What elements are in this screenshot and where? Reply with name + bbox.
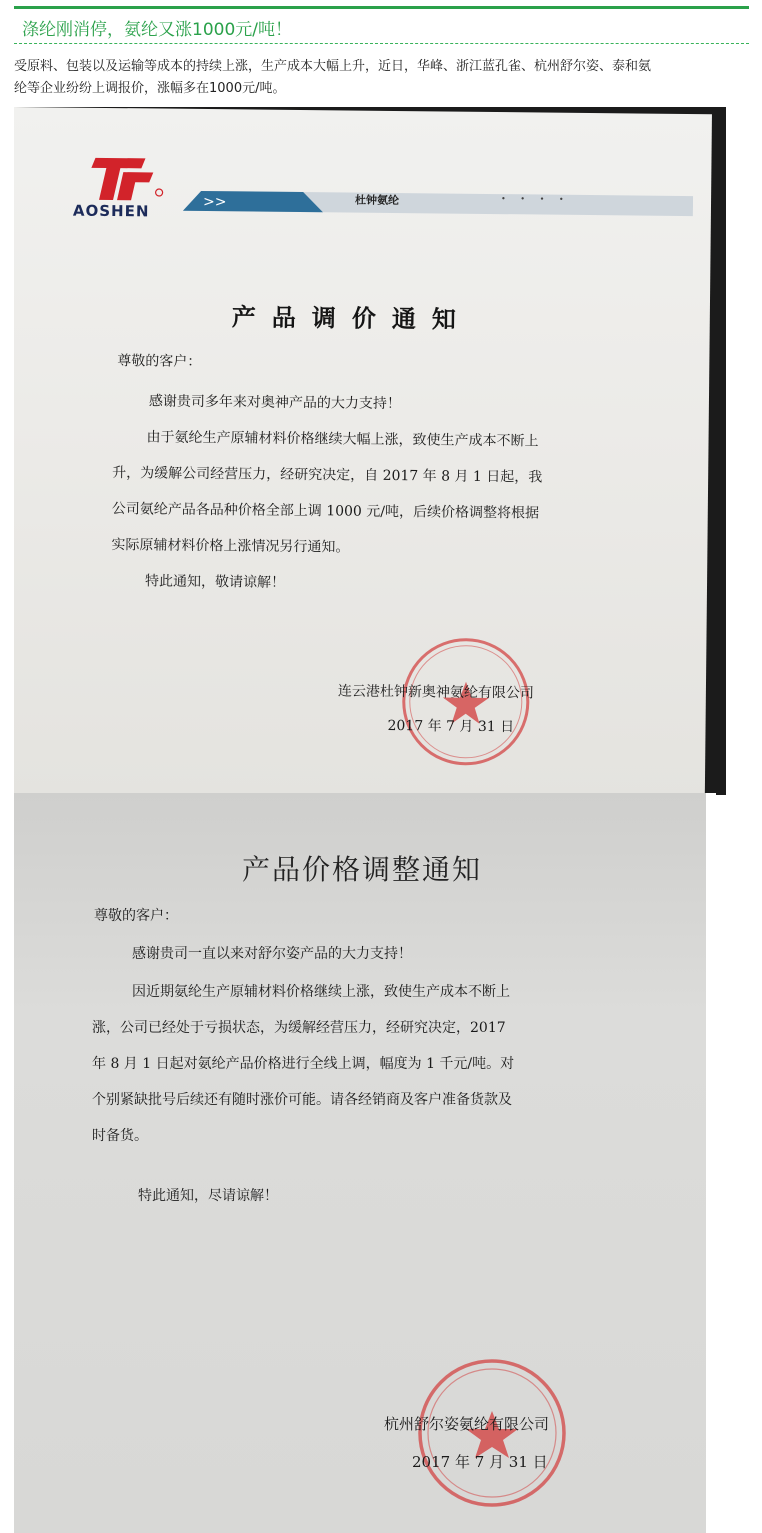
letterhead-bar: [183, 189, 693, 218]
notice-photo-shuerzi: [14, 793, 716, 1533]
logo-text: AOSHEN: [72, 201, 150, 221]
closing-line: 特此通知，敬请谅解！: [144, 573, 286, 591]
body-line-1: 由于氨纶生产原辅材料价格继续大幅上涨，致使生产成本不断上: [146, 429, 539, 450]
article-headline: 涤纶刚消停，氨纶又涨1000元/吨！: [22, 20, 292, 40]
svg-text:>>: >>: [202, 193, 227, 211]
intro-line-2: 纶等企业纷纷上调报价，涨幅多在1000元/吨。: [14, 81, 286, 96]
thanks-line: 感谢贵司一直以来对舒尔姿产品的大力支持！: [132, 946, 412, 962]
notice-title: 产品价格调整通知: [242, 853, 483, 886]
signature-company: 杭州舒尔姿氨纶有限公司: [384, 1415, 550, 1433]
notice-photo-aoshen: [14, 107, 726, 795]
body-line-3: 公司氨纶产品各品种价格全部上调 1000 元/吨，后续价格调整将根据: [111, 501, 540, 522]
salutation: 尊敬的客户：: [94, 908, 178, 924]
signature-company: 连云港杜钟新奥神氨纶有限公司: [337, 683, 534, 702]
brand-label: 杜钟氨纶: [354, 193, 400, 208]
salutation: 尊敬的客户：: [117, 353, 202, 370]
signature-date: 2017 年 7 月 31 日: [387, 717, 515, 736]
headline-box: [14, 6, 749, 44]
body-line-4: 个别紧缺批号后续还有随时涨价可能。请各经销商及客户准备货款及: [92, 1092, 512, 1108]
aoshen-logo-icon: [75, 148, 168, 209]
body-line-5: 时备货。: [92, 1128, 148, 1144]
body-line-1: 因近期氨纶生产原辅材料价格继续上涨，致使生产成本不断上: [132, 984, 510, 1000]
notice-paper-aoshen: [14, 107, 712, 795]
letterhead-dots: • • • •: [501, 194, 570, 204]
body-line-4: 实际原辅材料价格上涨情况另行通知。: [111, 537, 350, 556]
body-line-2: 升，为缓解公司经营压力，经研究决定，自 2017 年 8 月 1 日起，我: [112, 465, 543, 486]
body-line-3: 年 8 月 1 日起对氨纶产品价格进行全线上调，幅度为 1 千元/吨。对: [92, 1056, 515, 1072]
closing-line: 特此通知，尽请谅解！: [138, 1188, 278, 1204]
article-intro: [14, 56, 749, 100]
signature-date: 2017 年 7 月 31 日: [412, 1453, 548, 1471]
notice-title: 产品调价通知: [231, 302, 472, 334]
thanks-line: 感谢贵司多年来对奥神产品的大力支持！: [148, 393, 401, 413]
intro-line-1: 受原料、包装以及运输等成本的持续上涨，生产成本大幅上升，近日，华峰、浙江蓝孔雀、杭州舒尔姿、泰和氨: [14, 59, 652, 74]
body-line-2: 涨，公司已经处于亏损状态，为缓解经营压力，经研究决定，2017: [92, 1020, 506, 1036]
photo-edge: [706, 793, 716, 1533]
